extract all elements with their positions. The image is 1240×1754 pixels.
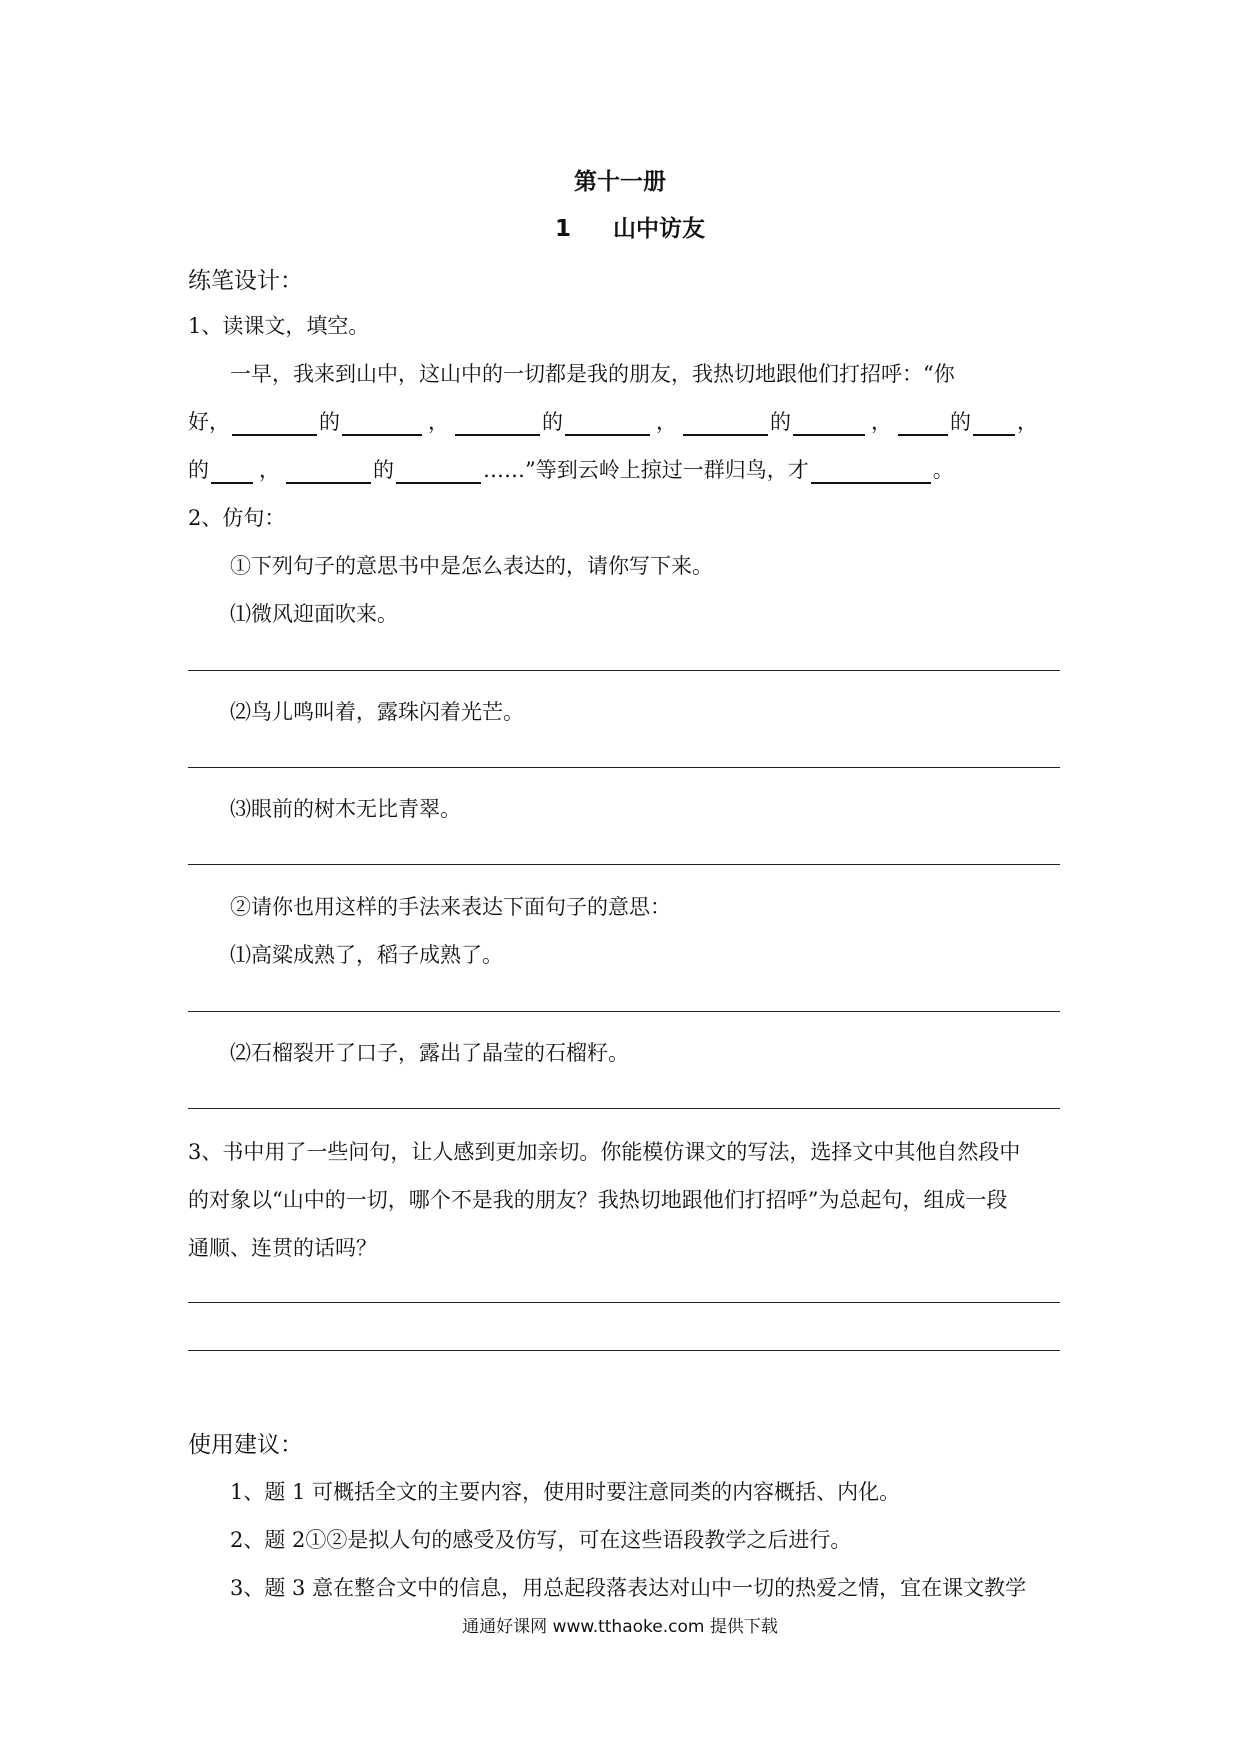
fill-blank[interactable] — [683, 412, 768, 436]
fill-blank[interactable] — [811, 460, 931, 484]
practice-heading: 练笔设计： — [188, 268, 303, 294]
answer-line[interactable] — [188, 1108, 1060, 1109]
q1-line2: 好， 的 ， 的 ， 的 ， 的 ， — [188, 410, 1038, 434]
answer-line[interactable] — [188, 1350, 1060, 1351]
q2-part2-item: ⑴高粱成熟了，稻子成熟了。 — [230, 943, 503, 967]
fill-blank[interactable] — [342, 412, 422, 436]
fill-blank[interactable] — [232, 412, 317, 436]
lesson-title: 山中访友 — [613, 216, 706, 242]
fill-blank[interactable] — [286, 460, 371, 484]
q3-line: 通顺、连贯的话吗？ — [188, 1236, 377, 1260]
q2-part2-item: ⑵石榴裂开了口子，露出了晶莹的石榴籽。 — [230, 1041, 629, 1065]
suggestion-item: 1、题 1 可概括全文的主要内容，使用时要注意同类的内容概括、内化。 — [230, 1480, 901, 1504]
q2-part1: ①下列句子的意思书中是怎么表达的，请你写下来。 — [230, 554, 713, 578]
fill-blank[interactable] — [898, 412, 948, 436]
fill-blank[interactable] — [793, 412, 865, 436]
q2-prompt: 2、仿句： — [188, 506, 286, 530]
page-footer: 通通好课网 www.tthaoke.com 提供下载 — [462, 1617, 778, 1637]
q2-part1-item: ⑶眼前的树木无比青翠。 — [230, 797, 461, 821]
fill-blank[interactable] — [396, 460, 481, 484]
q3-line: 的对象以“山中的一切，哪个不是我的朋友？我热切地跟他们打招呼”为总起句，组成一段 — [188, 1188, 1008, 1212]
answer-line[interactable] — [188, 1011, 1060, 1012]
q3-line: 3、书中用了一些问句，让人感到更加亲切。你能模仿课文的写法，选择文中其他自然段中 — [188, 1140, 1021, 1164]
answer-line[interactable] — [188, 864, 1060, 865]
lesson-number: 1 — [555, 216, 572, 242]
answer-line[interactable] — [188, 1302, 1060, 1303]
q2-part2: ②请你也用这样的手法来表达下面句子的意思： — [230, 895, 671, 919]
q2-part1-item: ⑵鸟儿鸣叫着，露珠闪着光芒。 — [230, 700, 524, 724]
fill-blank[interactable] — [211, 460, 253, 484]
q1-prompt: 1、读课文，填空。 — [188, 314, 370, 338]
lesson-heading — [555, 210, 705, 243]
fill-blank[interactable] — [565, 412, 650, 436]
suggestion-item: 2、题 2①②是拟人句的感受及仿写，可在这些语段教学之后进行。 — [230, 1528, 852, 1552]
answer-line[interactable] — [188, 670, 1060, 671]
fill-blank[interactable] — [973, 412, 1015, 436]
book-title: 第十一册 — [574, 169, 666, 195]
q1-line3: 的 ， 的 ……”等到云岭上掠过一群归鸟，才 。 — [188, 458, 954, 482]
fill-blank[interactable] — [455, 412, 540, 436]
answer-line[interactable] — [188, 767, 1060, 768]
q1-line1: 一早，我来到山中，这山中的一切都是我的朋友，我热切地跟他们打招呼：“你 — [230, 362, 955, 386]
q2-part1-item: ⑴微风迎面吹来。 — [230, 602, 398, 626]
suggestions-heading: 使用建议： — [188, 1432, 303, 1458]
suggestion-item: 3、题 3 意在整合文中的信息，用总起段落表达对山中一切的热爱之情，宜在课文教学 — [230, 1576, 1027, 1600]
